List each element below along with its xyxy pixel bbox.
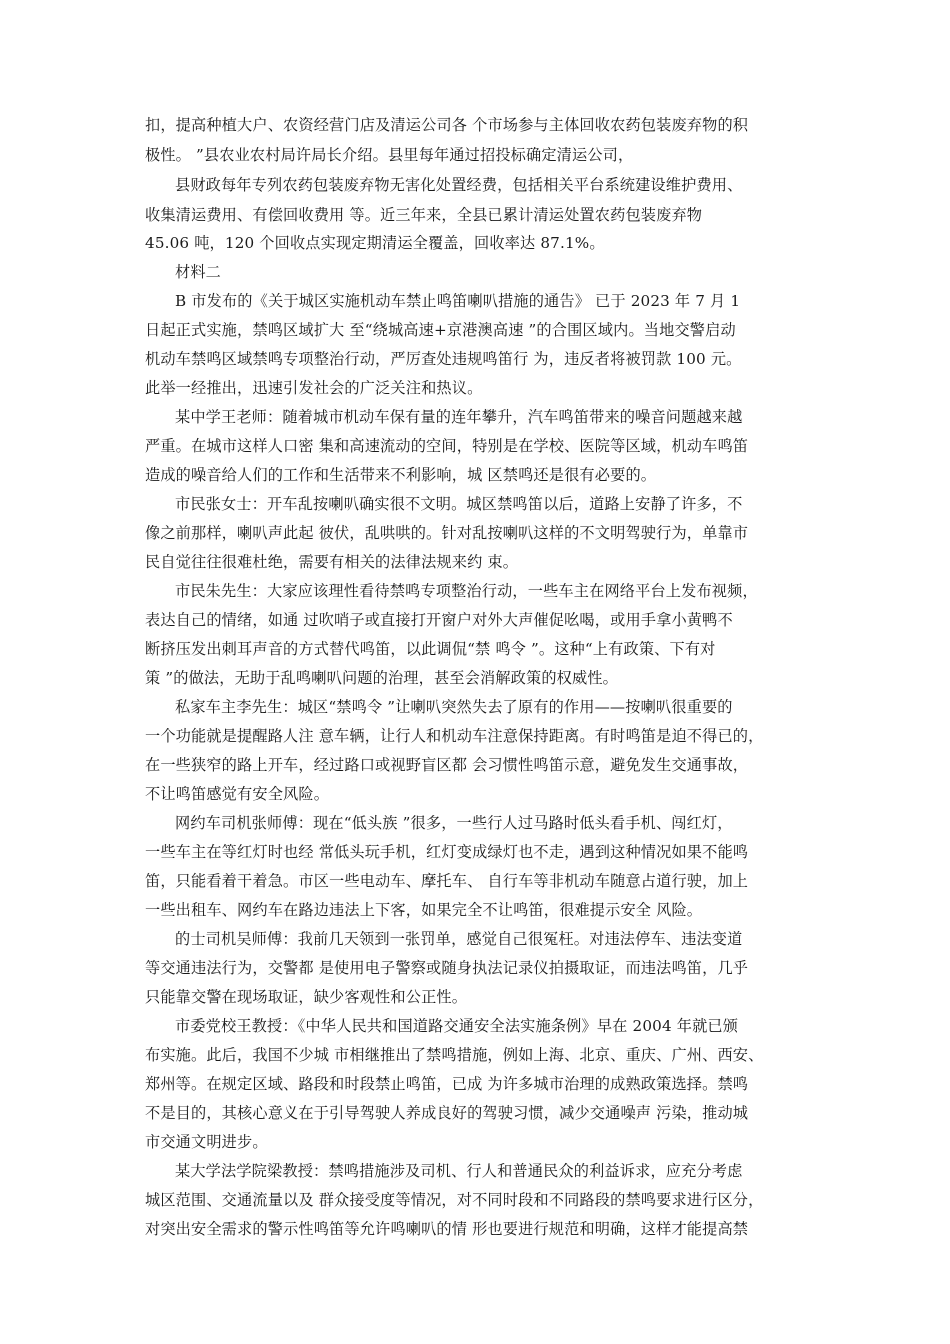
text-line: 民自觉往往很难杜绝，需要有相关的法律法规来约 束。 [145, 553, 519, 571]
text-line: 像之前那样，喇叭声此起 彼伏，乱哄哄的。针对乱按喇叭这样的不文明驾驶行为，单靠市 [145, 524, 749, 542]
text-line: 某中学王老师：随着城市机动车保有量的连年攀升，汽车鸣笛带来的噪音问题越来越 [175, 408, 743, 426]
text-line: 县财政每年专列农药包装废弃物无害化处置经费，包括相关平台系统建设维护费用、 [175, 176, 743, 194]
text-line: B 市发布的《关于城区实施机动车禁止鸣笛喇叭措施的通告》 已于 2023 年 7 月 1 [175, 292, 741, 310]
section-heading: 材料二 [175, 263, 222, 281]
text-line: 机动车禁鸣区域禁鸣专项整治行动，严厉查处违规鸣笛行 为，违反者将被罚款 100 元。 [145, 350, 742, 368]
text-line: 扣，提高种植大户、农资经营门店及清运公司各 个市场参与主体回收农药包装废弃物的积 [145, 116, 749, 134]
text-line: 网约车司机张师傅：现在“低头族 ”很多，一些行人过马路时低头看手机、闯红灯， [175, 814, 733, 832]
text-line: 市委党校王教授：《中华人民共和国道路交通安全法实施条例》早在 2004 年就已颁 [175, 1017, 739, 1035]
text-line: 日起正式实施，禁鸣区域扩大 至“绕城高速+京港澳高速 ”的合围区域内。当地交警启动 [145, 321, 736, 339]
text-line: 造成的噪音给人们的工作和生活带来不利影响，城 区禁鸣还是很有必要的。 [145, 466, 657, 484]
text-line: 笛，只能看着干着急。市区一些电动车、摩托车、 自行车等非机动车随意占道行驶，加上 [145, 872, 749, 890]
text-line: 策 ”的做法，无助于乱鸣喇叭问题的治理，甚至会消解政策的权威性。 [145, 669, 619, 687]
text-line: 市交通文明进步。 [145, 1133, 268, 1151]
text-line: 不是目的，其核心意义在于引导驾驶人养成良好的驾驶习惯，减少交通噪声 污染，推动城 [145, 1104, 749, 1122]
text-line: 45.06 吨，120 个回收点实现定期清运全覆盖，回收率达 87.1%。 [145, 234, 605, 252]
text-line: 市民朱先生：大家应该理性看待禁鸣专项整治行动，一些车主在网络平台上发布视频， [175, 582, 758, 600]
text-line: 等交通违法行为，交警都 是使用电子警察或随身执法记录仪拍摄取证，而违法鸣笛，几乎 [145, 959, 749, 977]
text-line: 一个功能就是提醒路人注 意车辆，让行人和机动车注意保持距离。有时鸣笛是迫不得已的， [145, 727, 764, 745]
text-line: 私家车主李先生：城区“禁鸣令 ”让喇叭突然失去了原有的作用——按喇叭很重要的 [175, 698, 733, 716]
text-line: 收集清运费用、有偿回收费用 等。近三年来，全县已累计清运处置农药包装废弃物 [145, 206, 703, 224]
text-line: 极性。 ”县农业农村局许局长介绍。县里每年通过招投标确定清运公司， [145, 146, 634, 164]
text-line: 市民张女士：开车乱按喇叭确实很不文明。城区禁鸣笛以后，道路上安静了许多，不 [175, 495, 743, 513]
text-line: 严重。在城市这样人口密 集和高速流动的空间，特别是在学校、医院等区域，机动车鸣笛 [145, 437, 749, 455]
text-line: 在一些狭窄的路上开车，经过路口或视野盲区都 会习惯性鸣笛示意，避免发生交通事故， [145, 756, 749, 774]
text-line: 一些车主在等红灯时也经 常低头玩手机，红灯变成绿灯也不走，遇到这种情况如果不能鸣 [145, 843, 749, 861]
text-line: 一些出租车、网约车在路边违法上下客，如果完全不让鸣笛，很难提示安全 风险。 [145, 901, 703, 919]
text-line: 的士司机吴师傅：我前几天领到一张罚单，感觉自己很冤枉。对违法停车、违法变道 [175, 930, 743, 948]
text-line: 城区范围、交通流量以及 群众接受度等情况，对不同时段和不同路段的禁鸣要求进行区分， [145, 1191, 764, 1209]
text-line: 断挤压发出刺耳声音的方式替代鸣笛，以此调侃“禁 鸣令 ”。这种“上有政策、下有对 [145, 640, 716, 658]
text-line: 不让鸣笛感觉有安全风险。 [145, 785, 330, 803]
text-line: 对突出安全需求的警示性鸣笛等允许鸣喇叭的情 形也要进行规范和明确，这样才能提高禁 [145, 1220, 749, 1238]
text-line: 郑州等。在规定区域、路段和时段禁止鸣笛，已成 为许多城市治理的成熟政策选择。禁鸣 [145, 1075, 749, 1093]
text-line: 只能靠交警在现场取证，缺少客观性和公正性。 [145, 988, 468, 1006]
text-line: 此举一经推出，迅速引发社会的广泛关注和热议。 [145, 379, 483, 397]
text-line: 表达自己的情绪，如通 过吹哨子或直接打开窗户对外大声催促吆喝，或用手拿小黄鸭不 [145, 611, 733, 629]
text-line: 某大学法学院梁教授：禁鸣措施涉及司机、行人和普通民众的利益诉求，应充分考虑 [175, 1162, 743, 1180]
text-line: 布实施。此后，我国不少城 市相继推出了禁鸣措施，例如上海、北京、重庆、广州、西安、 [145, 1046, 764, 1064]
